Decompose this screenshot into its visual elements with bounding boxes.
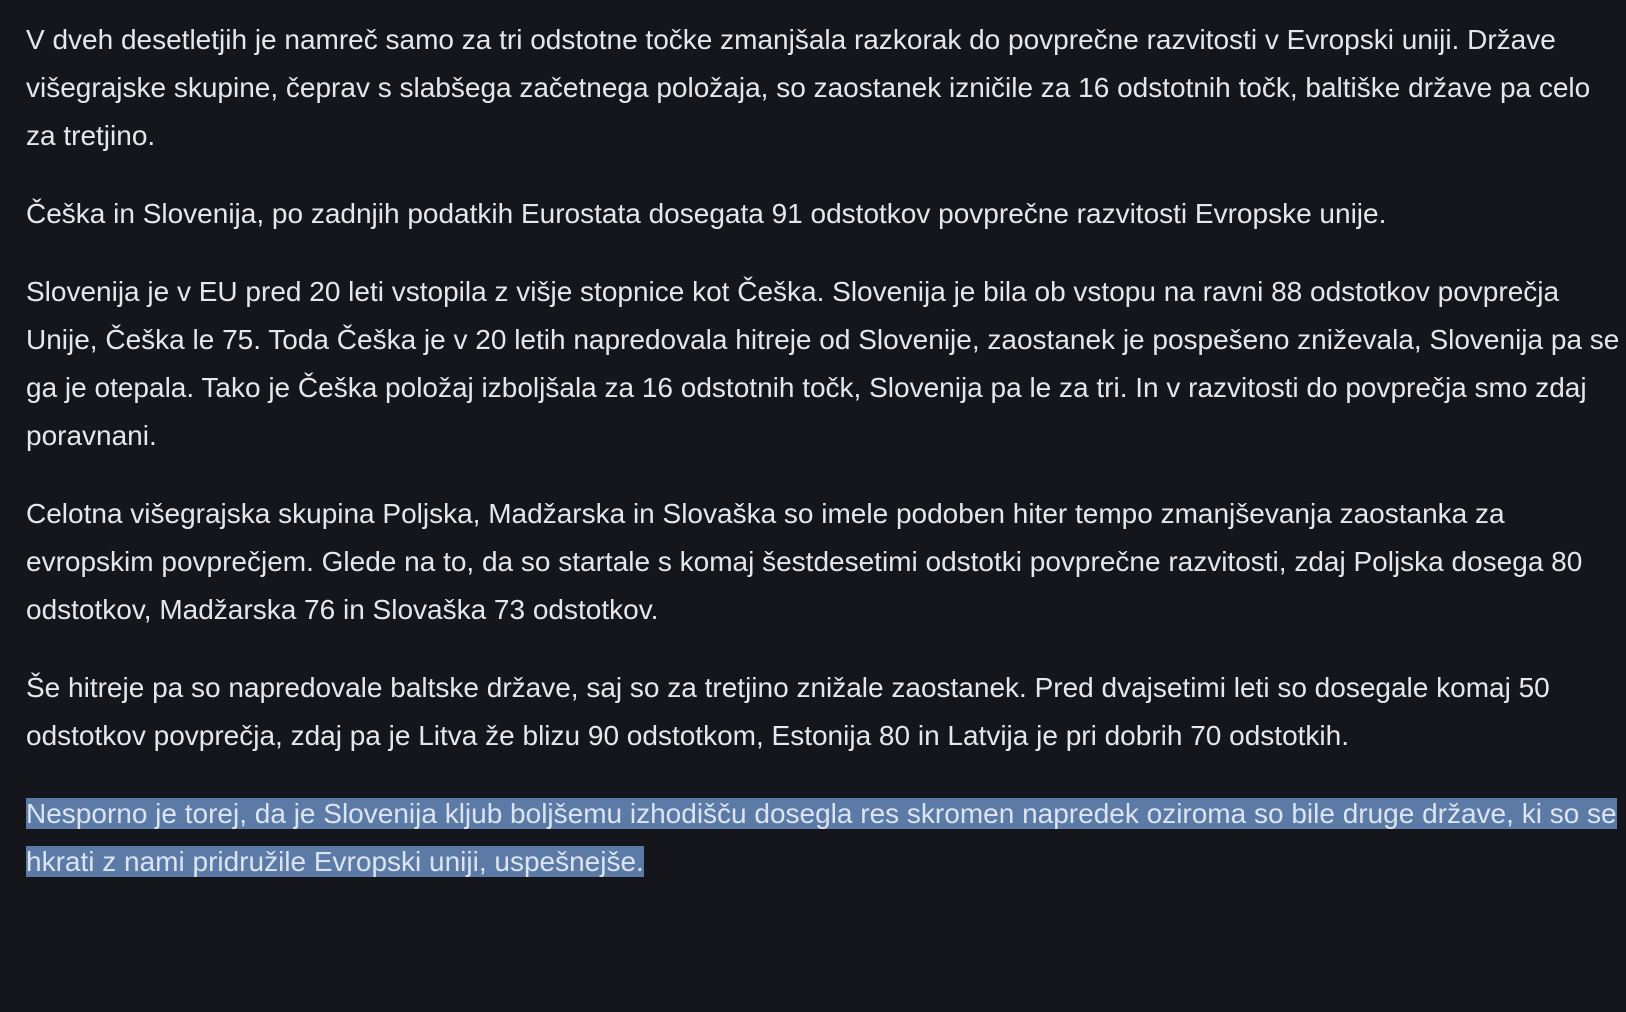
article-paragraph-3[interactable]: Slovenija je v EU pred 20 leti vstopila z višje stopnice kot Češka. Slovenija je bila ob vstopu na ravni 88 odstotkov povprečja Unije, Češka le 75. Toda Češka je v 20 letih napredovala hitreje od Slovenije, zaostanek je pospešeno zniževala, Slovenija pa se ga je otepala. Tako je Češka položaj izboljšala za 16 odstotnih točk, Slovenija pa le za tri. In v razvitosti do povprečja smo zdaj poravnani.	[26, 276, 1620, 451]
article-paragraph-5[interactable]: Še hitreje pa so napredovale baltske države, saj so za tretjino znižale zaostanek. Pred dvajsetimi leti so dosegale komaj 50 odstotkov povprečja, zdaj pa je Litva že blizu 90 odstotkom, Estonija 80 in Latvija je pri dobrih 70 odstotkih.	[26, 672, 1550, 751]
article-paragraph-1[interactable]: V dveh desetletjih je namreč samo za tri odstotne točke zmanjšala razkorak do povprečne razvitosti v Evropski uniji. Države višegrajske skupine, čeprav s slabšega začetnega položaja, so zaostanek izničile za 16 odstotnih točk, baltiške države pa celo za tretjino.	[26, 24, 1591, 151]
article-paragraph-6[interactable]	[26, 790, 1626, 886]
selected-text[interactable]: Nesporno je torej, da je Slovenija kljub boljšemu izhodišču dosegla res skromen napredek oziroma so bile druge države, ki so se hkrati z nami pridružile Evropski uniji, uspešnejše.	[26, 798, 1617, 877]
article-paragraph-4[interactable]: Celotna višegrajska skupina Poljska, Madžarska in Slovaška so imele podoben hiter tempo zmanjševanja zaostanka za evropskim povprečjem. Glede na to, da so startale s komaj šestdesetimi odstotki povprečne razvitosti, zdaj Poljska dosega 80 odstotkov, Madžarska 76 in Slovaška 73 odstotkov.	[26, 498, 1583, 625]
article-paragraph-2[interactable]: Češka in Slovenija, po zadnjih podatkih Eurostata dosegata 91 odstotkov povprečne razvitosti Evropske unije.	[26, 198, 1387, 229]
